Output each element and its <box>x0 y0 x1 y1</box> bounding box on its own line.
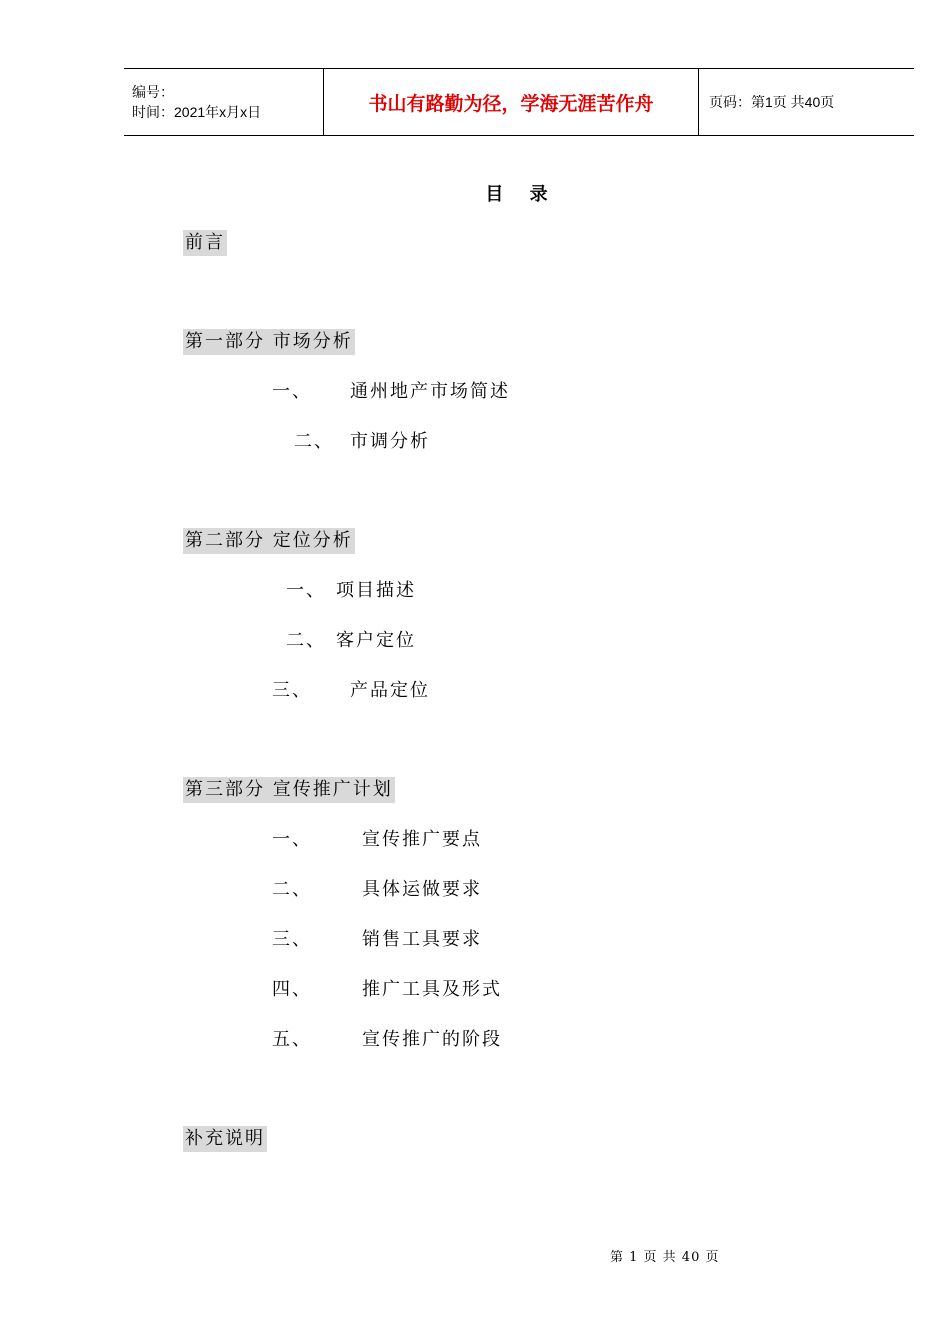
toc-item-number: 一、 <box>286 580 326 601</box>
motto-text: 书山有路勤为径，学海无涯苦作舟 <box>368 92 654 115</box>
number-label: 编号： <box>132 84 174 100</box>
toc-section-part1[interactable]: 第一部分 市场分析 <box>183 329 355 355</box>
toc-item-text: 推广工具及形式 <box>362 979 502 1000</box>
toc-item-text: 具体运做要求 <box>362 879 482 900</box>
toc-item-number: 三、 <box>272 929 312 950</box>
toc-item-number: 一、 <box>272 829 312 850</box>
toc-item-number: 二、 <box>272 879 312 900</box>
toc-item-number: 二、 <box>286 630 326 651</box>
header-page-cell <box>699 69 914 135</box>
toc-item-number: 四、 <box>272 979 312 1000</box>
toc-item-text: 客户定位 <box>336 630 416 651</box>
toc-title: 目 录 <box>485 184 558 205</box>
toc-item-text: 项目描述 <box>336 580 416 601</box>
page-header <box>124 68 914 136</box>
toc-item-text: 销售工具要求 <box>362 929 482 950</box>
toc-section-part3[interactable]: 第三部分 宣传推广计划 <box>183 777 395 803</box>
header-motto-cell <box>324 69 699 135</box>
toc-section-part2[interactable]: 第二部分 定位分析 <box>183 528 355 554</box>
toc-item-number: 二、 <box>294 431 334 452</box>
page-footer: 第 1 页 共 40 页 <box>610 1250 720 1265</box>
header-meta-cell <box>124 69 324 135</box>
toc-item-number: 三、 <box>272 680 312 701</box>
toc-item-text: 宣传推广的阶段 <box>362 1029 502 1050</box>
page-info: 页码：第1页 共40页 <box>709 94 835 110</box>
toc-item-number: 五、 <box>272 1029 312 1050</box>
toc-item-text: 产品定位 <box>350 680 430 701</box>
toc-item-text: 宣传推广要点 <box>362 829 482 850</box>
toc-item-text: 市调分析 <box>350 431 430 452</box>
toc-item-number: 一、 <box>272 381 312 402</box>
toc-item-text: 通州地产市场简述 <box>350 381 510 402</box>
toc-section-preface[interactable]: 前言 <box>183 230 227 256</box>
time-label: 时间：2021年x月x日 <box>132 104 262 120</box>
toc-section-supplement[interactable]: 补充说明 <box>183 1126 267 1152</box>
